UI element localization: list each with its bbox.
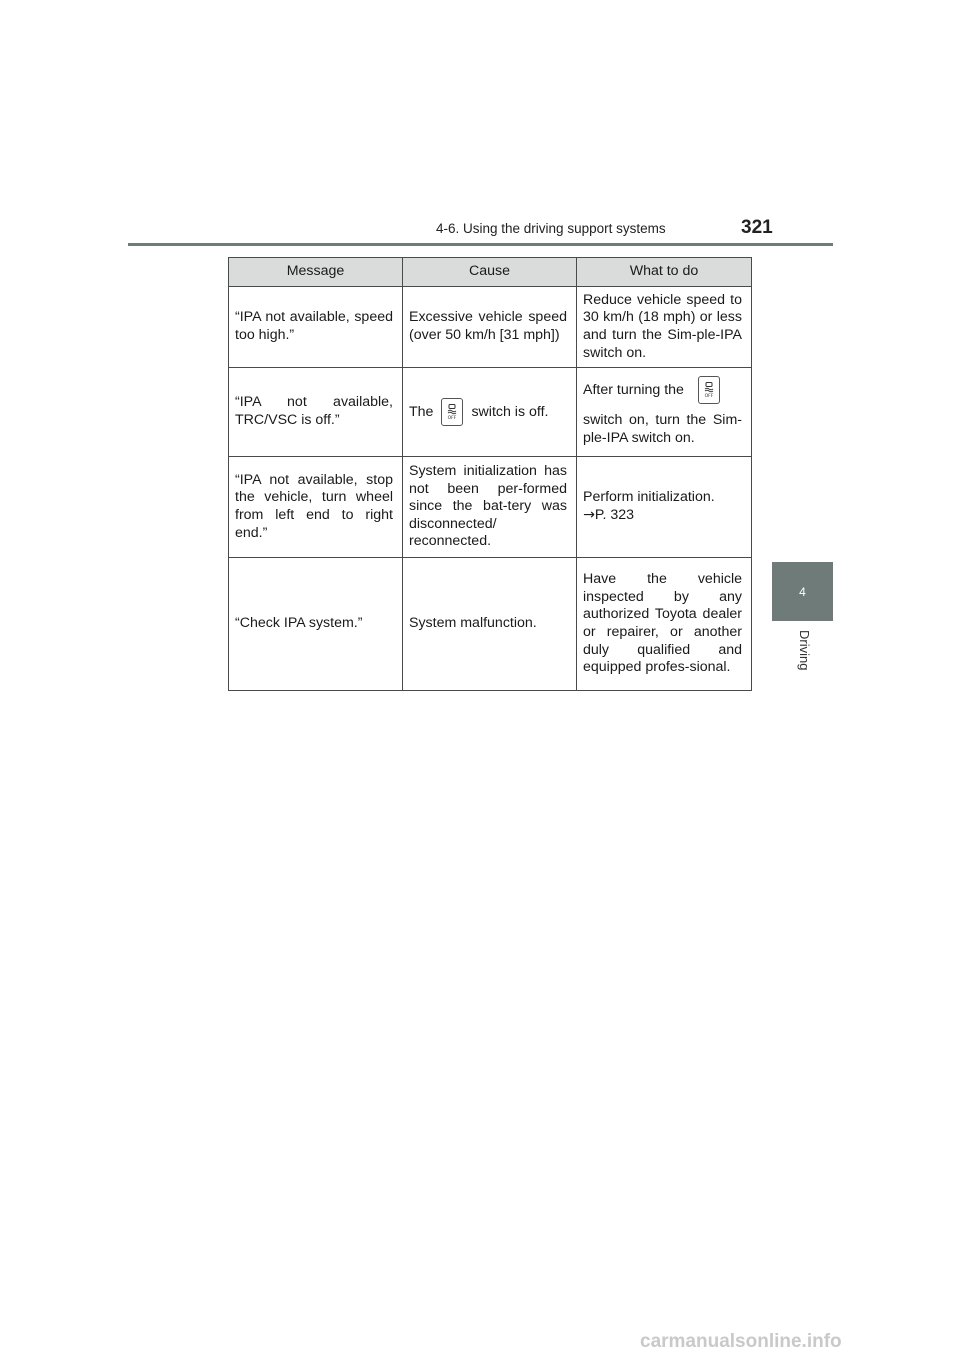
table-header-row (229, 258, 752, 287)
action-text-before: After turning the (583, 382, 684, 399)
cause-cell: System initialization has not been per-formed since the bat-tery was disconnected/ reconnected. (403, 457, 577, 558)
table-row (229, 457, 752, 558)
action-text-after: switch on, turn the Sim-ple-IPA switch on. (583, 412, 742, 446)
cause-cell (403, 368, 577, 457)
cause-cell: System malfunction. (403, 558, 577, 691)
page-reference-link[interactable]: P. 323 (594, 507, 635, 523)
svg-text:OFF: OFF (704, 394, 714, 399)
action-line-1 (583, 376, 742, 404)
header-rule (128, 243, 833, 246)
column-header-cause: Cause (403, 258, 577, 287)
svg-text:OFF: OFF (448, 416, 457, 420)
chapter-number: 4 (799, 584, 806, 599)
vsc-off-switch-icon (441, 398, 463, 426)
action-cell (577, 457, 752, 558)
action-cell: Have the vehicle inspected by any authorized Toyota dealer or repairer, or another duly qualified and equipped profes-sional. (577, 558, 752, 691)
table-row (229, 558, 752, 691)
section-title: 4-6. Using the driving support systems (436, 221, 666, 236)
reference-arrow: → (583, 507, 595, 523)
chapter-tab[interactable] (772, 562, 833, 621)
watermark: carmanualsonline.info (640, 1331, 842, 1352)
cause-text-after: switch is off. (471, 403, 549, 420)
message-cell: “IPA not available, TRC/VSC is off.” (229, 368, 403, 457)
page-number: 321 (741, 217, 773, 238)
action-cell (577, 368, 752, 457)
message-cell: “Check IPA system.” (229, 558, 403, 691)
column-header-message: Message (229, 258, 403, 287)
action-cell: Reduce vehicle speed to 30 km/h (18 mph) or less and turn the Sim-ple-IPA switch on. (577, 287, 752, 368)
message-cell: “IPA not available, stop the vehicle, turn wheel from left end to right end.” (229, 457, 403, 558)
action-text: Perform initialization. (583, 489, 715, 506)
table-row (229, 287, 752, 368)
column-header-action: What to do (577, 258, 752, 287)
cause-cell: Excessive vehicle speed (over 50 km/h [31 mph]) (403, 287, 577, 368)
chapter-label: Driving (797, 630, 812, 671)
message-table (228, 257, 752, 691)
table-row (229, 368, 752, 457)
message-cell: “IPA not available, speed too high.” (229, 287, 403, 368)
vsc-off-switch-icon (698, 376, 720, 404)
cause-text-before: The (409, 403, 434, 420)
chapter-label-wrap (797, 630, 817, 690)
